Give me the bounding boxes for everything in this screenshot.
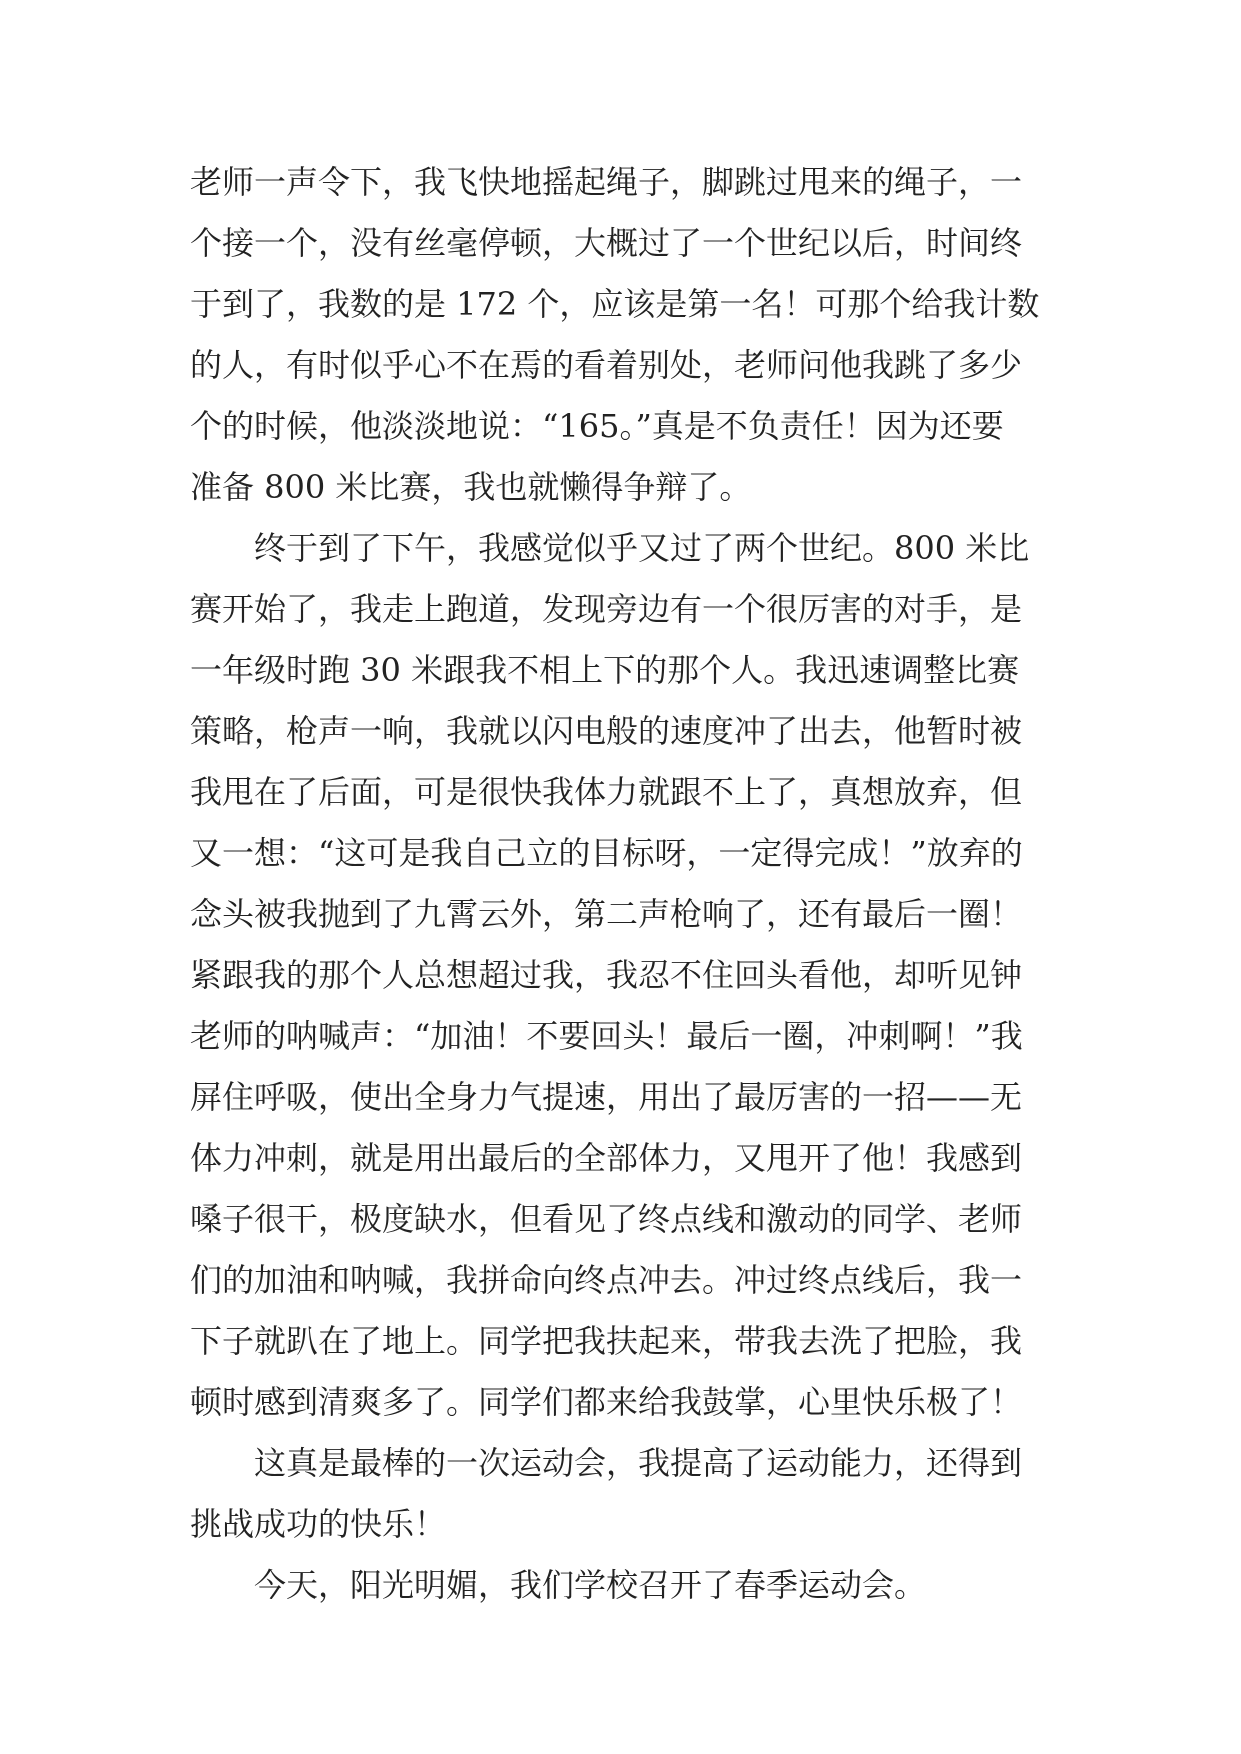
text-line: 们的加油和呐喊，我拼命向终点冲去。冲过终点线后，我一 [190, 1261, 1023, 1299]
text-line: 策略，枪声一响，我就以闪电般的速度冲了出去，他暂时被 [190, 712, 1023, 750]
text-line: 念头被我抛到了九霄云外，第二声枪响了，还有最后一圈！ [190, 895, 1023, 933]
text-line: 体力冲刺，就是用出最后的全部体力，又甩开了他！我感到 [190, 1139, 1023, 1177]
text-line: 老师的呐喊声：“加油！不要回头！最后一圈，冲刺啊！”我 [190, 1017, 1023, 1055]
text-line: 嗓子很干，极度缺水，但看见了终点线和激动的同学、老师 [190, 1200, 1023, 1238]
text-line: 我甩在了后面，可是很快我体力就跟不上了，真想放弃，但 [190, 773, 1023, 811]
text-line: 准备 800 米比赛，我也就懒得争辩了。 [190, 468, 752, 506]
paragraph-start-line: 今天，阳光明媚，我们学校召开了春季运动会。 [254, 1566, 927, 1604]
text-line: 赛开始了，我走上跑道，发现旁边有一个很厉害的对手，是 [190, 590, 1023, 628]
text-line: 屏住呼吸，使出全身力气提速，用出了最厉害的一招——无 [190, 1078, 1023, 1116]
essay-text [190, 152, 1070, 1616]
text-line: 顿时感到清爽多了。同学们都来给我鼓掌，心里快乐极了！ [190, 1383, 1023, 1421]
text-line: 又一想：“这可是我自己立的目标呀，一定得完成！”放弃的 [190, 834, 1023, 872]
text-line: 紧跟我的那个人总想超过我，我忍不住回头看他，却听见钟 [190, 956, 1023, 994]
text-line: 的人，有时似乎心不在焉的看着别处，老师问他我跳了多少 [190, 346, 1023, 384]
text-line: 个的时候，他淡淡地说：“165。”真是不负责任！因为还要 [190, 407, 1004, 445]
text-line: 老师一声令下，我飞快地摇起绳子，脚跳过甩来的绳子，一 [190, 163, 1023, 201]
text-line: 个接一个，没有丝毫停顿，大概过了一个世纪以后，时间终 [190, 224, 1023, 262]
paragraph-start-line: 终于到了下午，我感觉似乎又过了两个世纪。800 米比 [254, 529, 1030, 567]
text-line: 挑战成功的快乐！ [190, 1505, 447, 1543]
text-line: 一年级时跑 30 米跟我不相上下的那个人。我迅速调整比赛 [190, 651, 1020, 689]
text-line: 于到了，我数的是 172 个，应该是第一名！可那个给我计数 [190, 285, 1040, 323]
text-line: 下子就趴在了地上。同学把我扶起来，带我去洗了把脸，我 [190, 1322, 1023, 1360]
paragraph-start-line: 这真是最棒的一次运动会，我提高了运动能力，还得到 [254, 1444, 1023, 1482]
